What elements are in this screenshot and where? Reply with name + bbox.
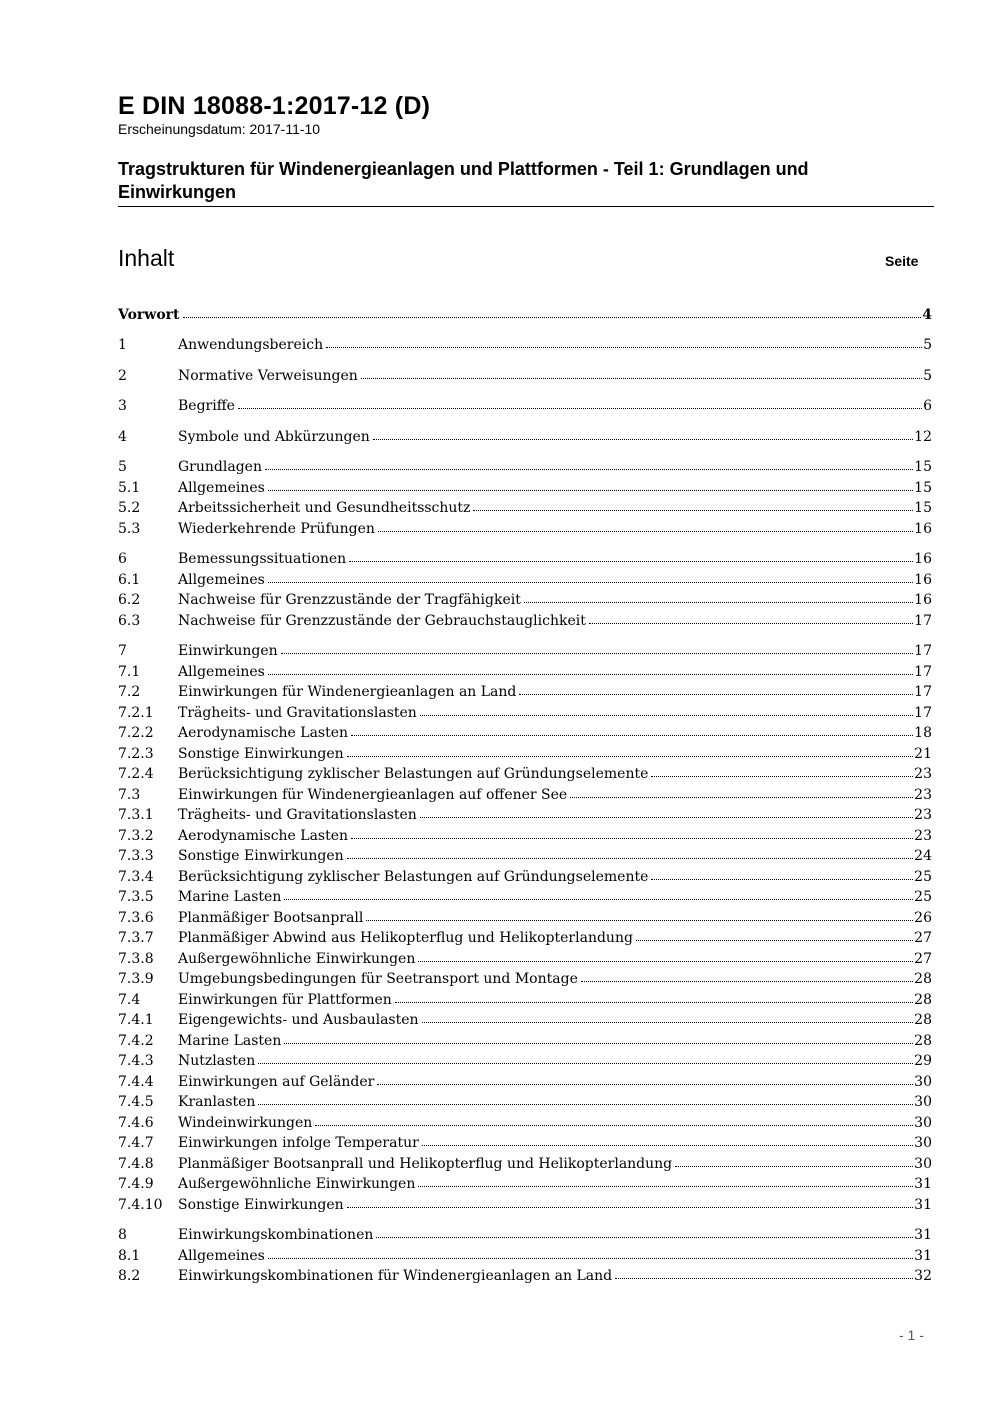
- toc-dot-leader: [284, 899, 913, 900]
- toc-entry[interactable]: [118, 547, 932, 568]
- toc-dot-leader: [347, 756, 914, 757]
- toc-entry-label: Kranlasten: [178, 1094, 256, 1110]
- toc-entry-page: 4: [922, 306, 932, 323]
- toc-entry[interactable]: [118, 1223, 932, 1244]
- toc-entry-page: 28: [914, 991, 932, 1008]
- toc-dot-leader: [361, 378, 922, 379]
- toc-entry-number: 5.1: [118, 479, 141, 496]
- toc-entry-page: 25: [914, 889, 932, 905]
- toc-entry[interactable]: [118, 639, 932, 660]
- toc-entry-page: 6: [923, 398, 932, 414]
- toc-dot-leader: [651, 776, 913, 777]
- toc-dot-leader: [238, 408, 922, 409]
- toc-dot-leader: [268, 582, 913, 583]
- toc-dot-leader: [420, 817, 913, 818]
- toc-entry-label: Eigengewichts- und Ausbaulasten: [178, 1012, 419, 1028]
- toc-entry-number: 7.2.2: [118, 725, 154, 741]
- toc-entry-label: Einwirkungen für Windenergieanlagen an Land: [178, 684, 517, 700]
- toc-entry[interactable]: [118, 424, 932, 445]
- toc-entry[interactable]: [118, 844, 932, 865]
- toc-dot-leader: [183, 317, 922, 318]
- toc-dot-leader: [422, 1022, 914, 1023]
- toc-entry-number: 7.3.5: [118, 889, 154, 905]
- toc-dot-leader: [315, 1125, 913, 1126]
- toc-entry-label: Nachweise für Grenzzustände der Tragfähigkeit: [178, 592, 521, 608]
- toc-entry-page: 17: [914, 643, 932, 659]
- toc-dot-leader: [347, 858, 914, 859]
- toc-entry[interactable]: [118, 721, 932, 742]
- toc-entry[interactable]: [118, 1151, 932, 1172]
- toc-entry-number: 8.2: [118, 1268, 141, 1284]
- toc-entry-number: 4: [118, 428, 127, 445]
- toc-entry-number: 7.4.2: [118, 1032, 154, 1049]
- toc-entry-number: 2: [118, 367, 127, 384]
- toc-dot-leader: [265, 469, 913, 470]
- toc-entry-page: 24: [914, 848, 932, 864]
- toc-dot-leader: [418, 1186, 913, 1187]
- toc-entry[interactable]: [118, 926, 932, 947]
- toc-entry-page: 23: [914, 766, 932, 782]
- toc-entry-label: Sonstige Einwirkungen: [178, 745, 344, 762]
- toc-entry-number: 7.3.6: [118, 909, 154, 926]
- toc-entry[interactable]: [118, 1131, 932, 1152]
- toc-entry[interactable]: [118, 823, 932, 844]
- toc-dot-leader: [581, 981, 913, 982]
- toc-entry-number: 7.2.4: [118, 766, 154, 782]
- document-id: E DIN 18088-1:2017-12 (D): [118, 92, 431, 120]
- toc-entry-label: Einwirkungskombinationen für Windenergieanlagen an Land: [178, 1268, 613, 1284]
- toc-dot-leader: [420, 715, 913, 716]
- toc-entry-label: Berücksichtigung zyklischer Belastungen auf Gründungselemente: [178, 868, 649, 885]
- toc-dot-leader: [268, 1258, 913, 1259]
- toc-entry[interactable]: [118, 302, 932, 323]
- toc-entry-page: 28: [914, 971, 932, 987]
- toc-dot-leader: [524, 602, 913, 603]
- toc-entry-number: 7.3.2: [118, 827, 154, 844]
- toc-entry-page: 16: [914, 551, 932, 567]
- toc-entry[interactable]: [118, 782, 932, 803]
- toc-entry-page: 31: [914, 1247, 932, 1264]
- toc-entry[interactable]: [118, 1008, 932, 1029]
- toc-entry-page: 31: [914, 1176, 932, 1192]
- toc-entry-number: 7.4.4: [118, 1073, 154, 1090]
- toc-entry-page: 5: [923, 367, 932, 384]
- toc-entry-number: 7.4: [118, 991, 141, 1008]
- toc-dot-leader: [268, 674, 913, 675]
- toc-dot-leader: [326, 347, 922, 348]
- toc-dot-leader: [589, 623, 913, 624]
- toc-entry-label: Windeinwirkungen: [178, 1114, 313, 1131]
- toc-entry-label: Planmäßiger Bootsanprall und Helikopterflug und Helikopterlandung: [178, 1155, 673, 1172]
- toc-heading: Inhalt: [118, 245, 175, 271]
- toc-entry-page: 17: [914, 663, 932, 680]
- table-of-contents: [118, 302, 932, 1284]
- toc-entry[interactable]: [118, 659, 932, 680]
- toc-dot-leader: [570, 797, 913, 798]
- toc-entry-page: 12: [914, 428, 932, 445]
- toc-entry-label: Grundlagen: [178, 459, 262, 475]
- toc-entry-label: Außergewöhnliche Einwirkungen: [178, 1176, 416, 1192]
- toc-dot-leader: [473, 510, 913, 511]
- toc-entry-label: Vorwort: [118, 306, 180, 323]
- toc-entry-number: 7.3: [118, 786, 141, 803]
- toc-entry[interactable]: [118, 363, 932, 384]
- toc-entry-number: 5.3: [118, 520, 141, 537]
- toc-entry-number: 7.4.6: [118, 1114, 154, 1131]
- toc-entry[interactable]: [118, 1264, 932, 1285]
- toc-entry-page: 17: [914, 684, 932, 700]
- toc-entry-page: 15: [914, 500, 932, 516]
- toc-entry-number: 5.2: [118, 500, 141, 516]
- toc-entry-page: 23: [914, 827, 932, 844]
- toc-entry-page: 16: [914, 520, 932, 537]
- toc-entry[interactable]: [118, 987, 932, 1008]
- toc-dot-leader: [422, 1145, 913, 1146]
- toc-dot-leader: [378, 531, 913, 532]
- toc-entry-page: 32: [914, 1268, 932, 1284]
- toc-entry-number: 3: [118, 398, 127, 414]
- toc-entry-label: Trägheits- und Gravitationslasten: [178, 704, 417, 721]
- toc-entry-page: 5: [923, 337, 932, 353]
- toc-entry[interactable]: [118, 946, 932, 967]
- toc-dot-leader: [349, 561, 913, 562]
- toc-entry-label: Einwirkungen: [178, 643, 278, 659]
- toc-entry-number: 7.3.3: [118, 848, 154, 864]
- toc-entry-number: 7.4.3: [118, 1053, 154, 1069]
- toc-entry[interactable]: [118, 333, 932, 354]
- toc-entry-label: Einwirkungen auf Geländer: [178, 1073, 375, 1090]
- toc-entry-label: Einwirkungskombinationen: [178, 1227, 374, 1243]
- toc-entry[interactable]: [118, 680, 932, 701]
- toc-entry-page: 27: [914, 930, 932, 946]
- toc-entry-label: Symbole und Abkürzungen: [178, 428, 370, 445]
- toc-entry-page: 18: [914, 725, 932, 741]
- document-title: Tragstrukturen für Windenergieanlagen und Plattformen - Teil 1: Grundlagen und Einwirkungen: [118, 159, 809, 202]
- toc-entry-label: Begriffe: [178, 398, 235, 414]
- toc-entry-label: Bemessungssituationen: [178, 551, 347, 567]
- title-divider: [118, 206, 934, 207]
- toc-entry-page: 17: [914, 704, 932, 721]
- toc-dot-leader: [351, 735, 913, 736]
- toc-entry-page: 29: [914, 1053, 932, 1069]
- toc-entry[interactable]: [118, 588, 932, 609]
- toc-entry-label: Planmäßiger Abwind aus Helikopterflug und Helikopterlandung: [178, 930, 633, 946]
- toc-entry-number: 6.1: [118, 571, 141, 588]
- toc-entry[interactable]: [118, 1028, 932, 1049]
- toc-entry-page: 30: [914, 1094, 932, 1110]
- toc-dot-leader: [395, 1002, 913, 1003]
- toc-entry[interactable]: [118, 1049, 932, 1070]
- toc-entry-number: 7.2: [118, 684, 141, 700]
- toc-entry-label: Außergewöhnliche Einwirkungen: [178, 950, 416, 967]
- toc-entry-label: Aerodynamische Lasten: [178, 725, 349, 741]
- toc-entry-number: 7.2.3: [118, 745, 154, 762]
- toc-entry[interactable]: [118, 1110, 932, 1131]
- toc-dot-leader: [636, 940, 913, 941]
- toc-dot-leader: [519, 694, 913, 695]
- toc-entry-label: Allgemeines: [178, 1247, 265, 1264]
- toc-entry[interactable]: [118, 516, 932, 537]
- toc-entry-label: Allgemeines: [178, 663, 265, 680]
- toc-dot-leader: [615, 1278, 913, 1279]
- toc-entry-number: 8: [118, 1227, 127, 1243]
- toc-entry-label: Nachweise für Grenzzustände der Gebrauchstauglichkeit: [178, 612, 586, 629]
- toc-entry[interactable]: [118, 475, 932, 496]
- toc-entry[interactable]: [118, 741, 932, 762]
- toc-entry-label: Planmäßiger Bootsanprall: [178, 909, 364, 926]
- toc-entry-label: Umgebungsbedingungen für Seetransport und Montage: [178, 971, 578, 987]
- toc-entry-label: Sonstige Einwirkungen: [178, 1196, 344, 1213]
- toc-entry-label: Allgemeines: [178, 571, 265, 588]
- toc-page-column-label: Seite: [885, 253, 919, 269]
- toc-dot-leader: [347, 1207, 914, 1208]
- toc-entry-number: 7.4.10: [118, 1196, 163, 1213]
- toc-entry-number: 6: [118, 551, 127, 567]
- toc-entry-number: 5: [118, 459, 127, 475]
- toc-entry[interactable]: [118, 496, 932, 517]
- toc-entry-number: 7.3.8: [118, 950, 154, 967]
- toc-entry-number: 8.1: [118, 1247, 141, 1264]
- toc-entry-label: Allgemeines: [178, 479, 265, 496]
- toc-entry-number: 7.4.8: [118, 1155, 154, 1172]
- toc-entry-label: Einwirkungen für Windenergieanlagen auf offener See: [178, 786, 568, 803]
- toc-dot-leader: [675, 1166, 913, 1167]
- page-number: - 1 -: [899, 1327, 924, 1343]
- toc-dot-leader: [418, 961, 913, 962]
- toc-entry[interactable]: [118, 394, 932, 415]
- toc-entry-page: 21: [914, 745, 932, 762]
- toc-entry[interactable]: [118, 803, 932, 824]
- toc-entry-number: 7.1: [118, 663, 141, 680]
- toc-entry-number: 1: [118, 337, 127, 353]
- toc-entry-page: 31: [914, 1196, 932, 1213]
- toc-entry-page: 17: [914, 612, 932, 629]
- toc-entry-page: 28: [914, 1032, 932, 1049]
- toc-entry-page: 30: [914, 1073, 932, 1090]
- toc-entry-label: Arbeitssicherheit und Gesundheitsschutz: [178, 500, 471, 516]
- toc-entry-page: 28: [914, 1012, 932, 1028]
- toc-entry-number: 6.2: [118, 592, 141, 608]
- toc-entry-label: Einwirkungen infolge Temperatur: [178, 1135, 419, 1151]
- toc-dot-leader: [376, 1237, 913, 1238]
- toc-entry[interactable]: [118, 700, 932, 721]
- toc-entry[interactable]: [118, 1090, 932, 1111]
- toc-entry-label: Wiederkehrende Prüfungen: [178, 520, 375, 537]
- toc-entry-label: Berücksichtigung zyklischer Belastungen auf Gründungselemente: [178, 766, 649, 782]
- toc-entry-number: 7.4.9: [118, 1176, 154, 1192]
- toc-entry-label: Normative Verweisungen: [178, 367, 358, 384]
- toc-entry[interactable]: [118, 455, 932, 476]
- toc-entry[interactable]: [118, 762, 932, 783]
- toc-entry-number: 7.4.1: [118, 1012, 154, 1028]
- toc-entry-page: 16: [914, 571, 932, 588]
- toc-entry-page: 30: [914, 1135, 932, 1151]
- toc-entry[interactable]: [118, 864, 932, 885]
- toc-entry-number: 7.2.1: [118, 704, 154, 721]
- toc-entry-page: 15: [914, 479, 932, 496]
- toc-entry-number: 6.3: [118, 612, 141, 629]
- toc-entry-label: Sonstige Einwirkungen: [178, 848, 344, 864]
- toc-entry-page: 27: [914, 950, 932, 967]
- toc-entry[interactable]: [118, 1069, 932, 1090]
- toc-entry-label: Anwendungsbereich: [178, 337, 324, 353]
- toc-entry-page: 23: [914, 807, 932, 823]
- toc-entry-page: 30: [914, 1114, 932, 1131]
- toc-entry-number: 7.4.7: [118, 1135, 154, 1151]
- publication-date: Erscheinungsdatum: 2017-11-10: [118, 121, 321, 137]
- toc-entry[interactable]: [118, 1243, 932, 1264]
- toc-entry-page: 31: [914, 1227, 932, 1243]
- toc-entry[interactable]: [118, 885, 932, 906]
- toc-entry-number: 7.3.4: [118, 868, 154, 885]
- toc-entry-label: Trägheits- und Gravitationslasten: [178, 807, 417, 823]
- toc-entry-label: Aerodynamische Lasten: [178, 827, 349, 844]
- toc-entry-label: Marine Lasten: [178, 1032, 282, 1049]
- toc-entry[interactable]: [118, 967, 932, 988]
- toc-dot-leader: [258, 1063, 913, 1064]
- toc-entry-number: 7: [118, 643, 127, 659]
- toc-entry[interactable]: [118, 905, 932, 926]
- toc-entry-label: Nutzlasten: [178, 1053, 256, 1069]
- toc-dot-leader: [351, 838, 913, 839]
- toc-entry-page: 16: [914, 592, 932, 608]
- toc-dot-leader: [366, 920, 913, 921]
- toc-entry[interactable]: [118, 1192, 932, 1213]
- toc-dot-leader: [268, 490, 913, 491]
- toc-dot-leader: [651, 879, 913, 880]
- toc-entry-label: Einwirkungen für Plattformen: [178, 991, 392, 1008]
- toc-entry-page: 15: [914, 459, 932, 475]
- toc-entry-number: 7.3.9: [118, 971, 154, 987]
- toc-dot-leader: [258, 1104, 913, 1105]
- toc-entry-label: Marine Lasten: [178, 889, 282, 905]
- toc-dot-leader: [377, 1084, 913, 1085]
- toc-entry-page: 25: [914, 868, 932, 885]
- toc-entry-number: 7.3.1: [118, 807, 154, 823]
- toc-entry-number: 7.4.5: [118, 1094, 154, 1110]
- toc-dot-leader: [281, 653, 914, 654]
- toc-entry-number: 7.3.7: [118, 930, 154, 946]
- toc-dot-leader: [373, 439, 913, 440]
- toc-entry[interactable]: [118, 567, 932, 588]
- toc-entry-page: 26: [914, 909, 932, 926]
- toc-entry[interactable]: [118, 608, 932, 629]
- toc-dot-leader: [284, 1043, 913, 1044]
- toc-entry[interactable]: [118, 1172, 932, 1193]
- toc-entry-page: 23: [914, 786, 932, 803]
- toc-entry-page: 30: [914, 1155, 932, 1172]
